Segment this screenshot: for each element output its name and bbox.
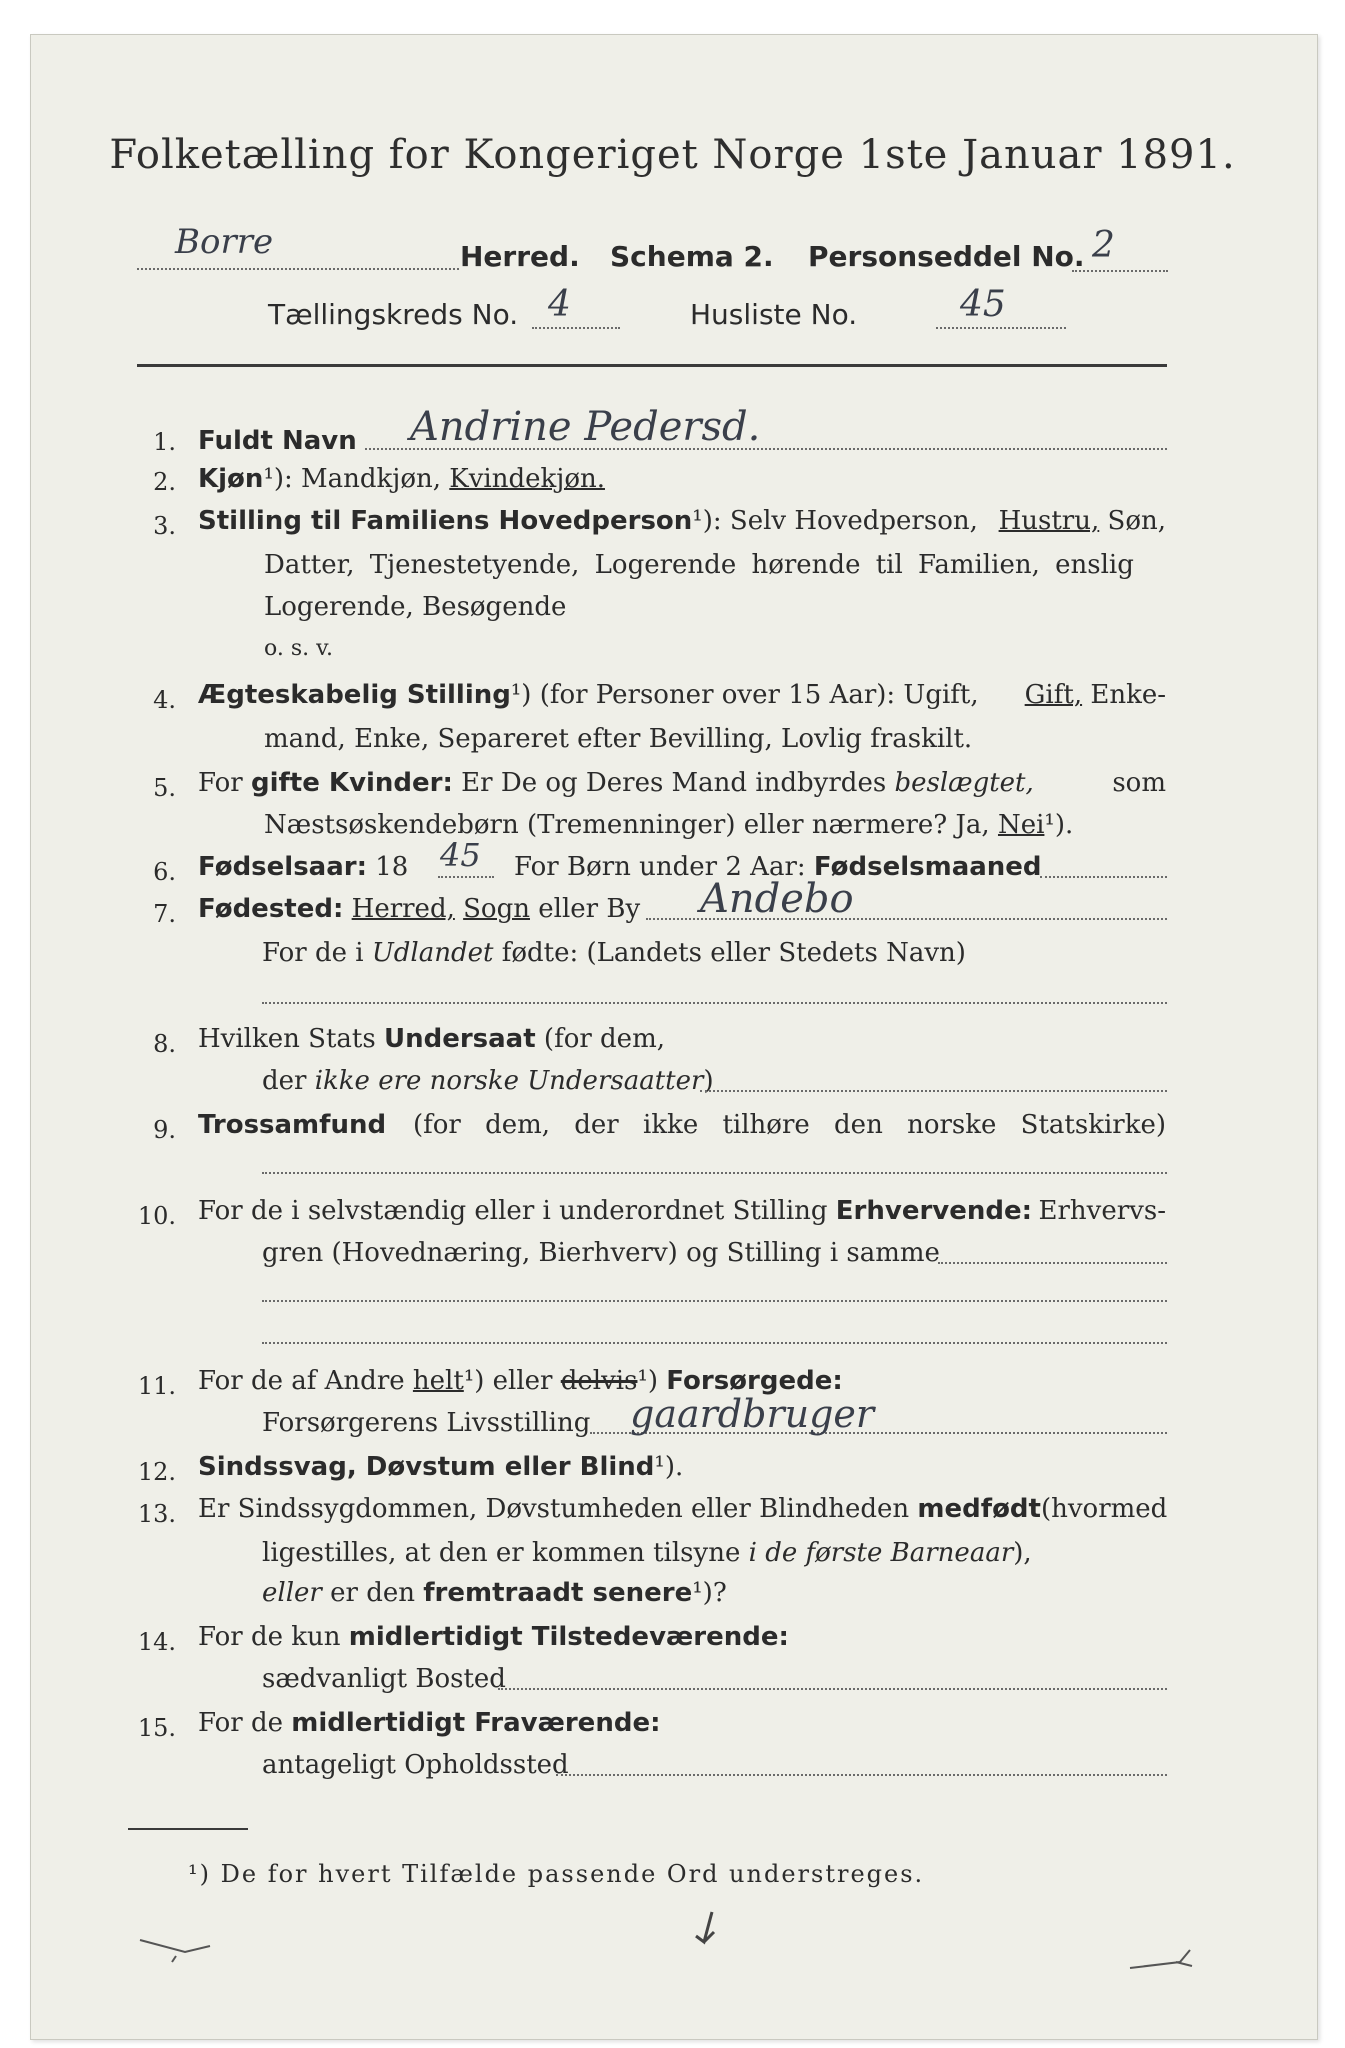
disability-note: ¹). bbox=[654, 1452, 684, 1482]
item-number-10: 10. bbox=[137, 1202, 176, 1230]
kreds-number: 4 bbox=[548, 284, 571, 325]
birth-year-prefix: 18 bbox=[375, 852, 409, 882]
item-number-9: 9. bbox=[153, 1116, 176, 1144]
item-number-6: 6. bbox=[153, 858, 176, 886]
kinship-line2-text: Næstsøskendebørn (Tremenninger) eller nærmere? Ja, bbox=[264, 810, 990, 840]
religion-label: Trossamfund bbox=[198, 1110, 387, 1140]
kinship-text: Er De og Deres Mand indbyrdes bbox=[461, 768, 887, 798]
citizenship-line2-italic: ikke ere norske Undersaatter bbox=[314, 1066, 704, 1096]
full-name-handwritten: Andrine Pedersd. bbox=[410, 404, 761, 450]
item-number-2: 2. bbox=[153, 468, 176, 496]
item-number-8: 8. bbox=[153, 1030, 176, 1058]
birthplace-abroad-a: For de i bbox=[262, 938, 364, 968]
marital-answer: Gift, bbox=[1024, 680, 1083, 710]
household-position-label: Stilling til Familiens Hovedperson bbox=[198, 506, 693, 536]
marital-options-a: ¹) (for Personer over 15 Aar): Ugift, bbox=[510, 680, 979, 710]
congenital-line2-b: ), bbox=[1013, 1538, 1032, 1568]
occupation-a: For de i selvstændig eller i underordnet Stilling bbox=[198, 1196, 828, 1226]
provider-occupation-handwritten: gaardbruger bbox=[630, 1392, 875, 1436]
congenital-line2-a: ligestilles, at den er kommen tilsyne bbox=[262, 1538, 741, 1568]
congenital-line3-italic: eller bbox=[262, 1578, 322, 1608]
marital-line2: mand, Enke, Separeret efter Bevilling, Lovlig fraskilt. bbox=[264, 724, 973, 754]
birthplace-option-by: eller By bbox=[538, 894, 641, 924]
citizenship-label: Undersaat bbox=[383, 1024, 536, 1054]
pencil-mark-left bbox=[140, 1940, 210, 1962]
temporary-present-a: For de kun bbox=[198, 1622, 341, 1652]
congenital-line3-a: er den bbox=[330, 1578, 415, 1608]
herred-label: Herred. bbox=[460, 240, 580, 273]
birthplace-abroad-italic: Udlandet bbox=[371, 938, 494, 968]
husliste-label: Husliste No. bbox=[690, 298, 858, 331]
dependency-answer: helt bbox=[412, 1366, 464, 1396]
personseddel-label: Personseddel No. bbox=[808, 240, 1085, 273]
birth-year-label: Fødselsaar: bbox=[198, 852, 367, 882]
birthplace-option-herred: Herred, bbox=[351, 894, 455, 924]
citizenship-a: Hvilken Stats bbox=[198, 1024, 376, 1054]
congenital-line3-b: ¹)? bbox=[692, 1578, 727, 1608]
congenital-a: Er Sindssygdommen, Døvstumheden eller Blindheden bbox=[198, 1494, 910, 1524]
item-number-5: 5. bbox=[153, 774, 176, 802]
sex-label: Kjøn bbox=[198, 464, 264, 494]
sex-answer-female: Kvindekjøn. bbox=[449, 464, 605, 494]
marital-options-b: Enke- bbox=[1090, 680, 1166, 710]
household-position-line4: o. s. v. bbox=[264, 636, 333, 661]
birthplace-handwritten: Andebo bbox=[700, 876, 854, 922]
sex-options: ¹): Mandkjøn, bbox=[263, 464, 442, 494]
occupation-b: Erhvervs- bbox=[1038, 1196, 1166, 1226]
item-number-7: 7. bbox=[153, 900, 176, 928]
occupation-label: Erhvervende: bbox=[835, 1196, 1033, 1226]
pencil-mark-center bbox=[696, 1912, 714, 1942]
kinship-answer: Nei bbox=[997, 810, 1045, 840]
personseddel-number: 2 bbox=[1092, 225, 1115, 266]
household-position-options-b: Søn, bbox=[1107, 506, 1166, 536]
dependency-c: ¹) bbox=[637, 1366, 659, 1396]
kinship-note: ¹). bbox=[1044, 810, 1074, 840]
pencil-mark-right bbox=[1130, 1950, 1192, 1968]
birthplace-option-sogn: Sogn bbox=[463, 894, 530, 924]
marital-label: Ægteskabelig Stilling bbox=[198, 680, 511, 710]
dependency-a: For de af Andre bbox=[198, 1366, 405, 1396]
kinship-italic: beslægtet, bbox=[894, 768, 1034, 798]
dependency-b: ¹) eller bbox=[463, 1366, 553, 1396]
congenital-label: medfødt bbox=[917, 1494, 1041, 1524]
birth-month-text: For Børn under 2 Aar: bbox=[514, 852, 806, 882]
household-position-line3: Logerende, Besøgende bbox=[264, 592, 567, 622]
disability-label: Sindssvag, Døvstum eller Blind bbox=[198, 1452, 655, 1482]
birth-month-label: Fødselsmaaned bbox=[813, 852, 1042, 882]
birthplace-label: Fødested: bbox=[198, 894, 344, 924]
citizenship-line2-a: der bbox=[262, 1066, 307, 1096]
birth-year-handwritten: 45 bbox=[440, 836, 481, 874]
full-name-label: Fuldt Navn bbox=[198, 426, 357, 456]
congenital-b: (hvormed bbox=[1040, 1494, 1168, 1524]
item-number-14: 14. bbox=[137, 1628, 176, 1656]
dependency-struck: delvis bbox=[560, 1366, 638, 1396]
presumed-residence-label: antageligt Opholdssted bbox=[262, 1750, 569, 1780]
usual-residence-label: sædvanligt Bosted bbox=[262, 1664, 506, 1694]
household-position-options-a: ¹): Selv Hovedperson, bbox=[692, 506, 978, 536]
temporary-absent-label: midlertidigt Fraværende: bbox=[291, 1708, 661, 1738]
item-number-11: 11. bbox=[137, 1372, 176, 1400]
congenital-later-label: fremtraadt senere bbox=[423, 1578, 693, 1608]
item-number-13: 13. bbox=[137, 1500, 176, 1528]
citizenship-line2-b: ) bbox=[703, 1066, 714, 1096]
dependency-label: Forsørgede: bbox=[666, 1366, 843, 1396]
occupation-line2: gren (Hovednæring, Bierhverv) og Stilling i samme bbox=[262, 1238, 940, 1268]
item-number-12: 12. bbox=[137, 1458, 176, 1486]
kreds-label: Tællingskreds No. bbox=[268, 298, 519, 331]
schema-label: Schema 2. bbox=[610, 240, 774, 273]
kinship-for: For bbox=[198, 768, 243, 798]
item-number-4: 4. bbox=[153, 686, 176, 714]
provider-occupation-label: Forsørgerens Livsstilling bbox=[262, 1408, 591, 1438]
municipality-handwritten: Borre bbox=[175, 222, 274, 262]
temporary-present-label: midlertidigt Tilstedeværende: bbox=[348, 1622, 789, 1652]
kinship-som: som bbox=[1112, 768, 1166, 798]
congenital-line2-italic: i de første Barneaar bbox=[748, 1538, 1014, 1568]
household-position-line2: Datter, Tjenestetyende, Logerende hørende til Familien, enslig bbox=[264, 550, 1134, 580]
item-number-3: 3. bbox=[153, 512, 176, 540]
temporary-absent-a: For de bbox=[198, 1708, 283, 1738]
footnote: ¹) De for hvert Tilfælde passende Ord understreges. bbox=[188, 1860, 925, 1888]
citizenship-b: (for dem, bbox=[543, 1024, 665, 1054]
household-position-answer: Hustru, bbox=[998, 506, 1100, 536]
form-title: Folketælling for Kongeriget Norge 1ste Januar 1891. bbox=[109, 132, 1236, 178]
religion-text: (for dem, der ikke tilhøre den norske Statskirke) bbox=[412, 1110, 1166, 1140]
item-number-1: 1. bbox=[153, 428, 176, 456]
birthplace-abroad-b: fødte: (Landets eller Stedets Navn) bbox=[501, 938, 966, 968]
item-number-15: 15. bbox=[137, 1714, 176, 1742]
husliste-number: 45 bbox=[960, 284, 1006, 325]
kinship-label: gifte Kvinder: bbox=[250, 768, 453, 798]
